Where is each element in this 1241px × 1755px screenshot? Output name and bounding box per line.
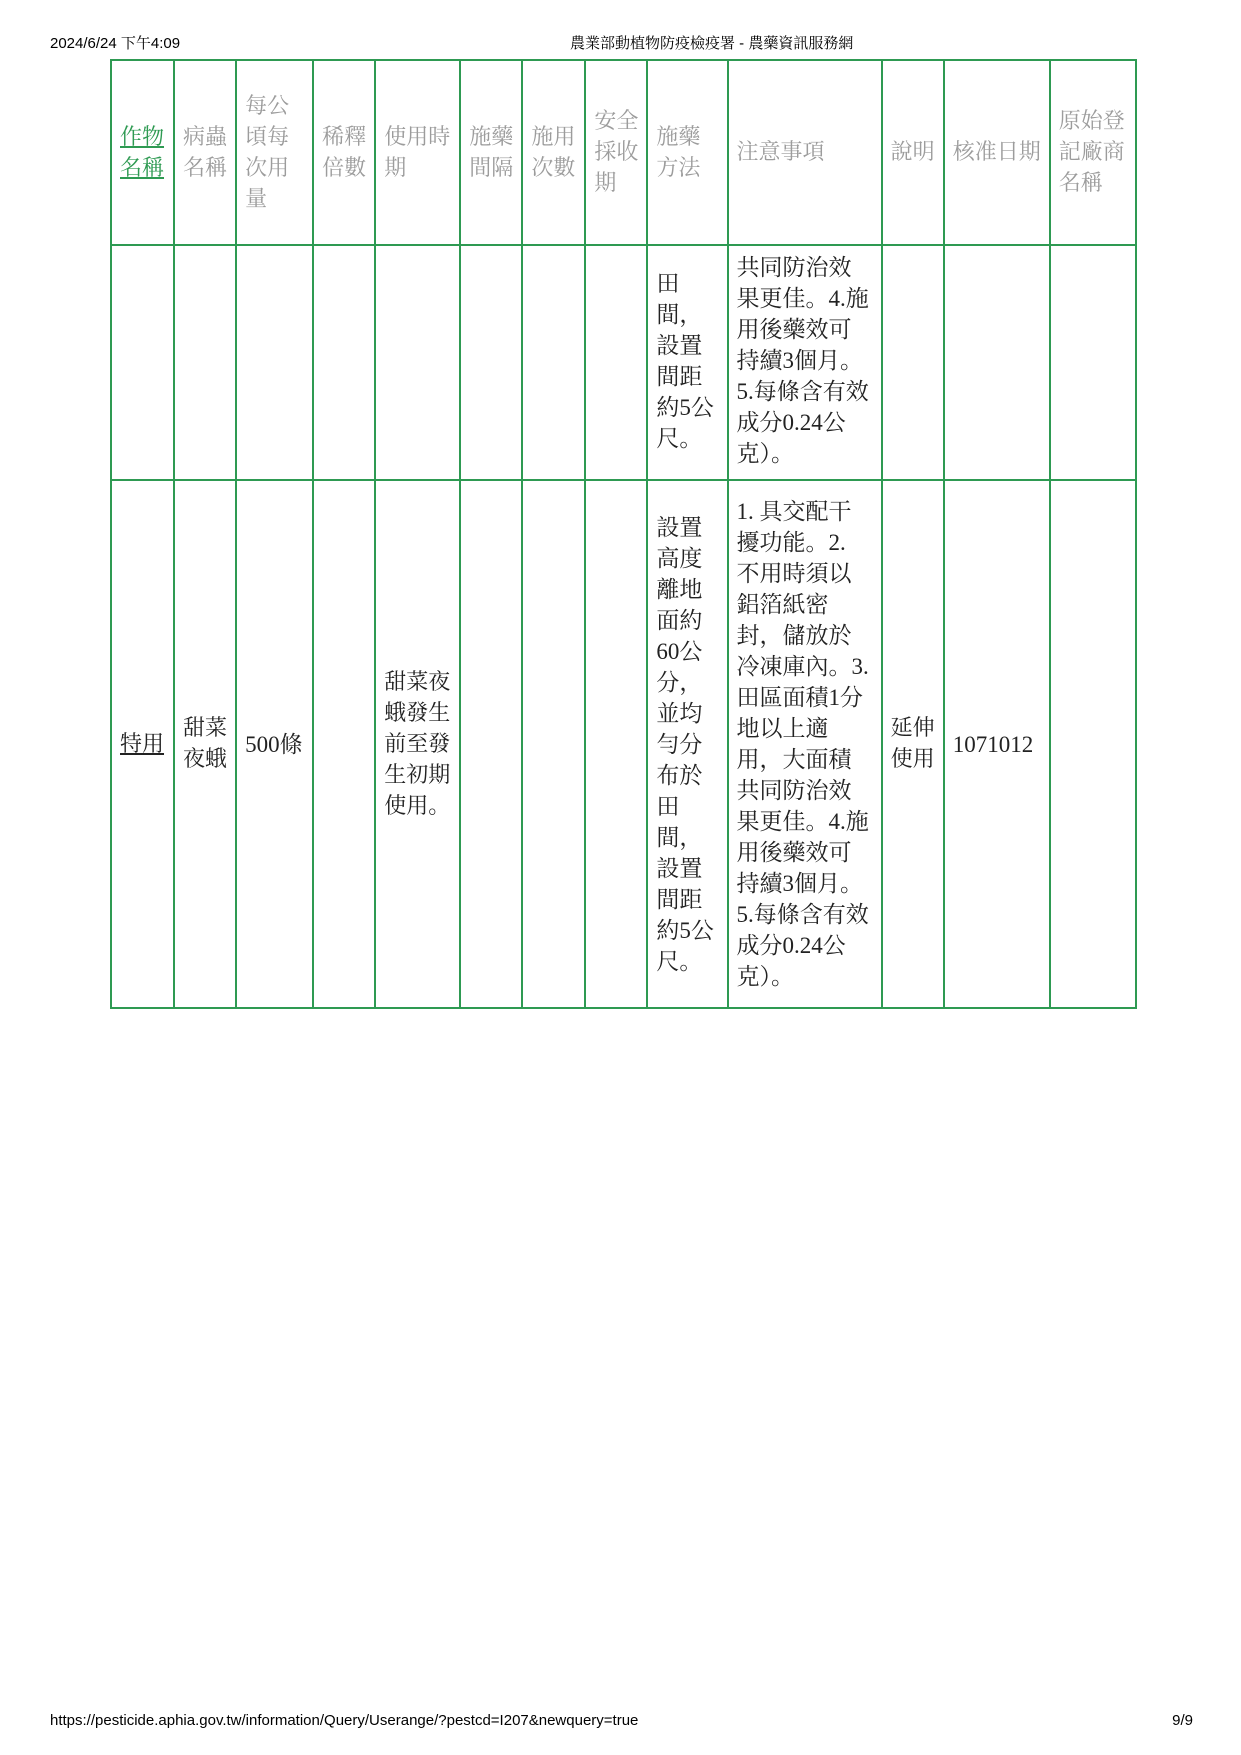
cell-dilution-empty bbox=[313, 245, 375, 480]
table-row bbox=[111, 480, 1136, 1008]
header-usage-period: 使用時期 bbox=[375, 60, 460, 245]
cell-period-empty bbox=[375, 245, 460, 480]
table-row-continued bbox=[111, 245, 1136, 480]
cell-usage-period: 甜菜夜蛾發生前至發生初期使用。 bbox=[375, 480, 460, 1008]
header-notes: 注意事項 bbox=[728, 60, 882, 245]
page-number: 9/9 bbox=[1172, 1712, 1193, 1729]
table-header-row bbox=[111, 60, 1136, 245]
cell-crop-empty bbox=[111, 245, 174, 480]
cell-dilution bbox=[313, 480, 375, 1008]
print-datetime: 2024/6/24 下午4:09 bbox=[50, 35, 181, 52]
cell-notes: 1. 具交配干擾功能。2. 不用時須以鋁箔紙密封，儲放於冷凍庫內。3. 田區面積1分地以上適用，大面積共同防治效果更佳。4.施用後藥效可持續3個月。5.每條含有效成分0.24公克）。 bbox=[728, 480, 882, 1008]
header-pest-name: 病蟲名稱 bbox=[174, 60, 236, 245]
header-safe-harvest: 安全採收期 bbox=[585, 60, 647, 245]
cell-method: 設置高度離地面約60公分，並均勻分布於田間，設置間距約5公尺。 bbox=[647, 480, 727, 1008]
cell-remarks-empty bbox=[882, 245, 944, 480]
header-method: 施藥方法 bbox=[647, 60, 727, 245]
print-header bbox=[50, 32, 1200, 54]
cell-interval bbox=[460, 480, 522, 1008]
crop-name-link[interactable]: 特用 bbox=[120, 731, 165, 757]
page-url: https://pesticide.aphia.gov.tw/information/Query/Userange/?pestcd=I207&newquery=true bbox=[50, 1712, 639, 1729]
header-approval-date: 核准日期 bbox=[944, 60, 1050, 245]
header-interval: 施藥間隔 bbox=[460, 60, 522, 245]
print-footer bbox=[50, 1712, 1193, 1734]
header-dose-per-hectare: 每公頃每次用量 bbox=[236, 60, 313, 245]
cell-harvest-empty bbox=[585, 245, 647, 480]
cell-times bbox=[522, 480, 585, 1008]
header-crop-name[interactable] bbox=[111, 60, 174, 245]
header-remarks: 說明 bbox=[882, 60, 944, 245]
cell-pest-empty bbox=[174, 245, 236, 480]
cell-date-empty bbox=[944, 245, 1050, 480]
cell-registrant bbox=[1050, 480, 1136, 1008]
cell-interval-empty bbox=[460, 245, 522, 480]
header-crop-name-label[interactable]: 作物名稱 bbox=[120, 124, 165, 181]
cell-crop-name[interactable] bbox=[111, 480, 174, 1008]
cell-remarks: 延伸使用 bbox=[882, 480, 944, 1008]
cell-times-empty bbox=[522, 245, 585, 480]
cell-pest-name: 甜菜夜蛾 bbox=[174, 480, 236, 1008]
usage-range-table bbox=[110, 59, 1137, 1009]
cell-registrant-empty bbox=[1050, 245, 1136, 480]
cell-dose: 500條 bbox=[236, 480, 313, 1008]
cell-method-continued: 田間，設置間距約5公尺。 bbox=[647, 245, 727, 480]
cell-approval-date: 1071012 bbox=[944, 480, 1050, 1008]
header-dilution: 稀釋倍數 bbox=[313, 60, 375, 245]
site-title: 農業部動植物防疫檢疫署 - 農藥資訊服務網 bbox=[570, 35, 854, 52]
header-registrant: 原始登記廠商名稱 bbox=[1050, 60, 1136, 245]
cell-safe-harvest bbox=[585, 480, 647, 1008]
cell-dose-empty bbox=[236, 245, 313, 480]
cell-notes-continued: 共同防治效果更佳。4.施用後藥效可持續3個月。5.每條含有效成分0.24公克）。 bbox=[728, 245, 882, 480]
header-times: 施用次數 bbox=[522, 60, 585, 245]
